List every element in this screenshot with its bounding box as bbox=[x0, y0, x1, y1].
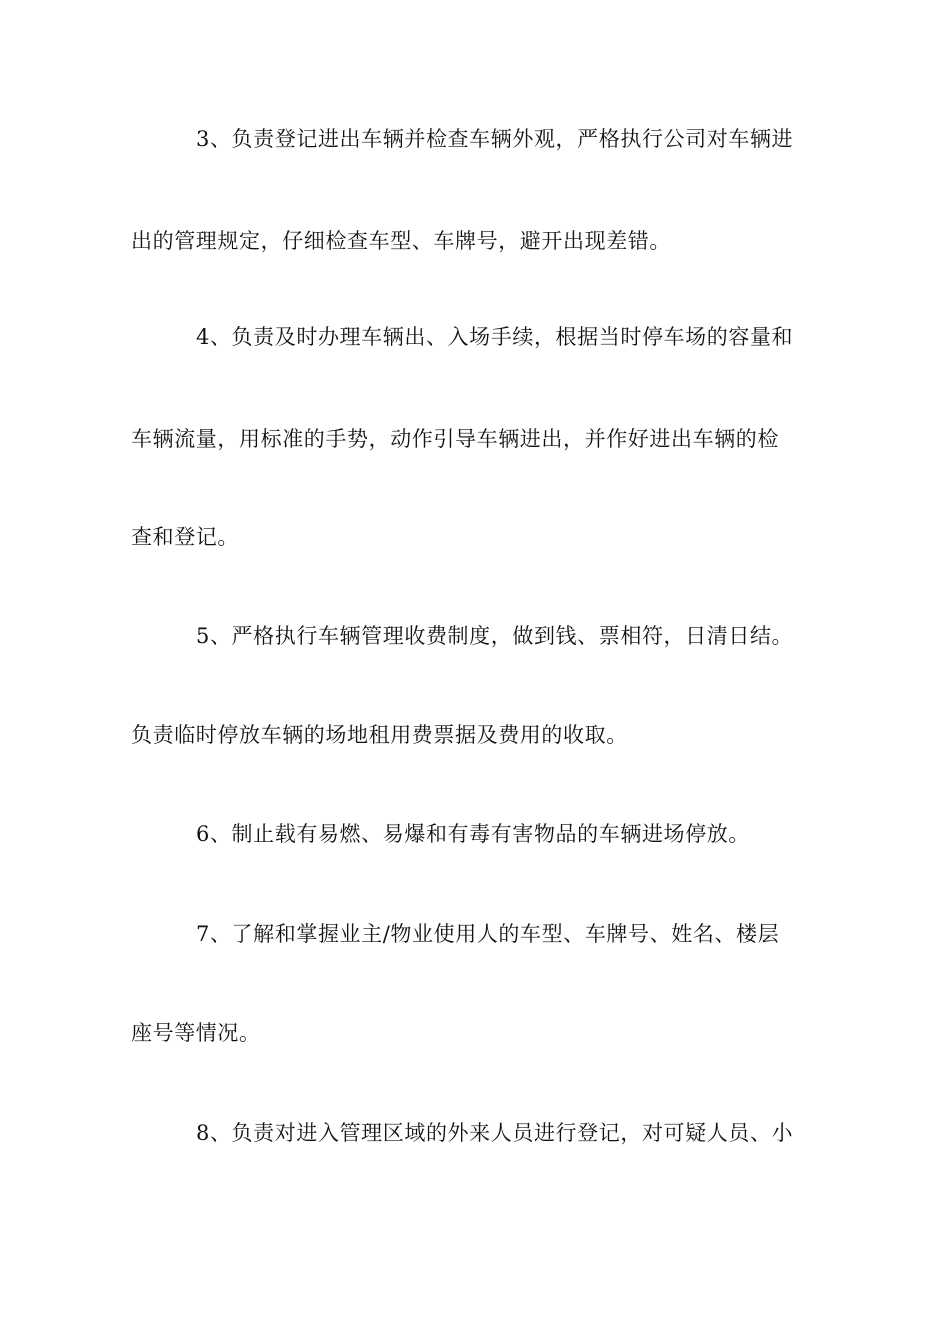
paragraph-7-line-2: 座号等情况。 bbox=[131, 1021, 261, 1045]
paragraph-4-line-2: 车辆流量，用标准的手势，动作引导车辆进出，并作好进出车辆的检 bbox=[131, 427, 779, 451]
paragraph-6-line-1: 6、制止载有易燃、易爆和有毒有害物品的车辆进场停放。 bbox=[196, 822, 750, 846]
paragraph-4-line-1: 4、负责及时办理车辆出、入场手续，根据当时停车场的容量和 bbox=[196, 325, 794, 349]
paragraph-3-line-2: 出的管理规定，仔细检查车型、车牌号，避开出现差错。 bbox=[131, 229, 671, 253]
paragraph-5-line-1: 5、严格执行车辆管理收费制度，做到钱、票相符，日清日结。 bbox=[196, 624, 794, 648]
paragraph-8-line-1: 8、负责对进入管理区域的外来人员进行登记，对可疑人员、小 bbox=[196, 1121, 794, 1145]
paragraph-3-line-1: 3、负责登记进出车辆并检查车辆外观，严格执行公司对车辆进 bbox=[196, 127, 794, 151]
paragraph-4-line-3: 查和登记。 bbox=[131, 525, 239, 549]
paragraph-5-line-2: 负责临时停放车辆的场地租用费票据及费用的收取。 bbox=[131, 723, 628, 747]
paragraph-7-line-1: 7、了解和掌握业主/物业使用人的车型、车牌号、姓名、楼层 bbox=[196, 922, 780, 946]
